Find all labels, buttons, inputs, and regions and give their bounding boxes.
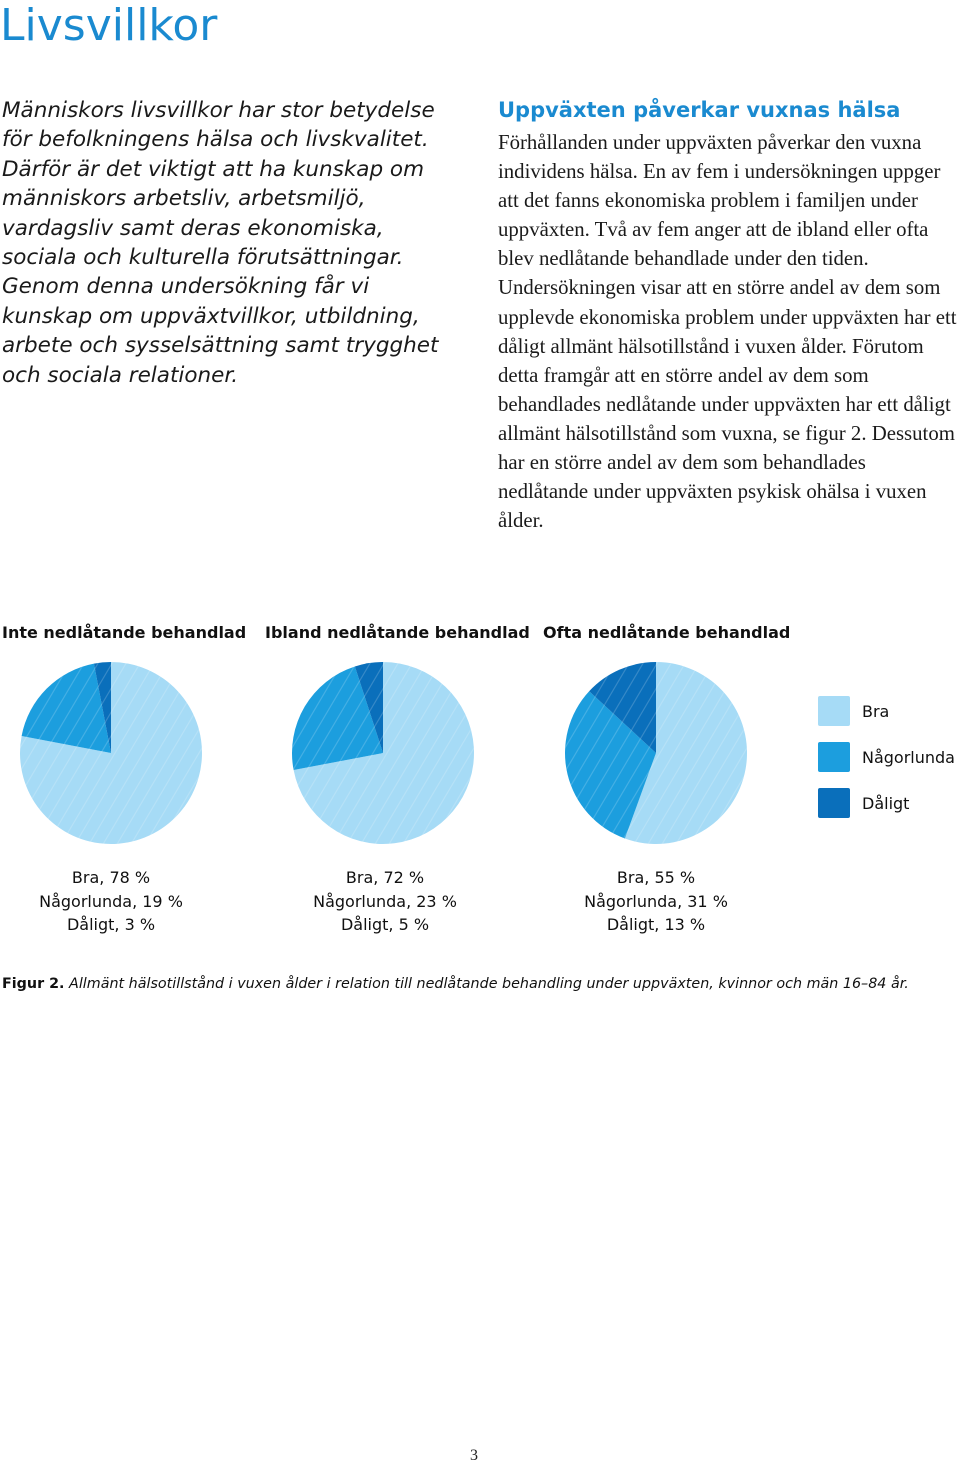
legend-item-bra <box>818 694 960 730</box>
figure-label: Figur 2. <box>2 976 65 992</box>
pie-label-bra: Bra, 55 % <box>616 868 696 887</box>
legend-label-daligt: Dåligt <box>862 794 910 813</box>
pie-labels-ofta <box>546 866 766 937</box>
pie-label-daligt: Dåligt, 5 % <box>340 915 430 934</box>
pie-title-ofta: Ofta nedlåtande behandlad <box>543 623 791 642</box>
pie-chart-ofta <box>563 660 749 846</box>
pie-label-nagorlunda: Någorlunda, 31 % <box>584 891 728 911</box>
pie-chart-ibland <box>290 660 476 846</box>
legend-label-bra: Bra <box>862 702 890 721</box>
pie-labels-ibland <box>275 866 495 937</box>
pie-label-bra: Bra, 72 % <box>345 868 425 887</box>
pie-label-daligt: Dåligt, 3 % <box>66 915 156 934</box>
page-number: 3 <box>470 1447 478 1464</box>
legend-swatch-nagorlunda <box>818 742 850 772</box>
pie-chart-inte <box>18 660 204 846</box>
pie-labels-inte <box>1 866 221 937</box>
pie-label-daligt: Dåligt, 13 % <box>606 915 706 934</box>
figure-caption-text: Allmänt hälsotillstånd i vuxen ålder i relation till nedlåtande behandling under uppväxten, kvinnor och män 16–84 år. <box>69 976 909 992</box>
pie-label-nagorlunda: Någorlunda, 19 % <box>39 891 183 911</box>
article-heading: Uppväxten påverkar vuxnas hälsa <box>498 98 901 122</box>
legend-swatch-bra <box>818 696 850 726</box>
legend-item-daligt <box>818 786 960 822</box>
pie-title-inte: Inte nedlåtande behandlad <box>2 623 247 642</box>
legend-item-nagorlunda <box>818 740 960 776</box>
pie-label-bra: Bra, 78 % <box>71 868 151 887</box>
pie-title-ibland: Ibland nedlåtande behandlad <box>265 623 530 642</box>
figure-caption <box>2 974 958 994</box>
page-title: Livsvillkor <box>0 0 218 51</box>
article-body: Förhållanden under uppväxten påverkar den vuxna individens hälsa. En av fem i undersökningen uppger att det fanns ekonomiska problem i familjen under uppväxten. Två av fem anger att de ibland eller ofta blev nedlåtande behandlade under den tiden. Undersökningen visar att en större andel av dem som upplevde ekonomiska problem under uppväxten har ett dåligt allmänt hälsotillstånd i vuxen ålder. Förutom detta framgår att en större andel av dem som behandlades nedlåtande under uppväxten har ett dåligt allmänt hälsotillstånd som vuxna, se figur 2. Dessutom har en större andel av dem som behandlades nedlåtande under uppväxten psykisk ohälsa i vuxen ålder. <box>498 131 957 533</box>
intro-paragraph: Människors livsvillkor har stor betydelse för befolkningens hälsa och livskvalitet. Därför är det viktigt att ha kunskap om människors arbetsliv, arbetsmiljö, vardagsliv samt deras ekonomiska, sociala och kulturella förutsättningar. Genom denna undersökning får vi kunskap om uppväxtvillkor, utbildning, arbete och sysselsättning samt trygghet och sociala relationer. <box>2 98 439 388</box>
legend-swatch-daligt <box>818 788 850 818</box>
legend-label-nagorlunda: Någorlunda <box>862 748 955 767</box>
pie-label-nagorlunda: Någorlunda, 23 % <box>313 891 457 911</box>
